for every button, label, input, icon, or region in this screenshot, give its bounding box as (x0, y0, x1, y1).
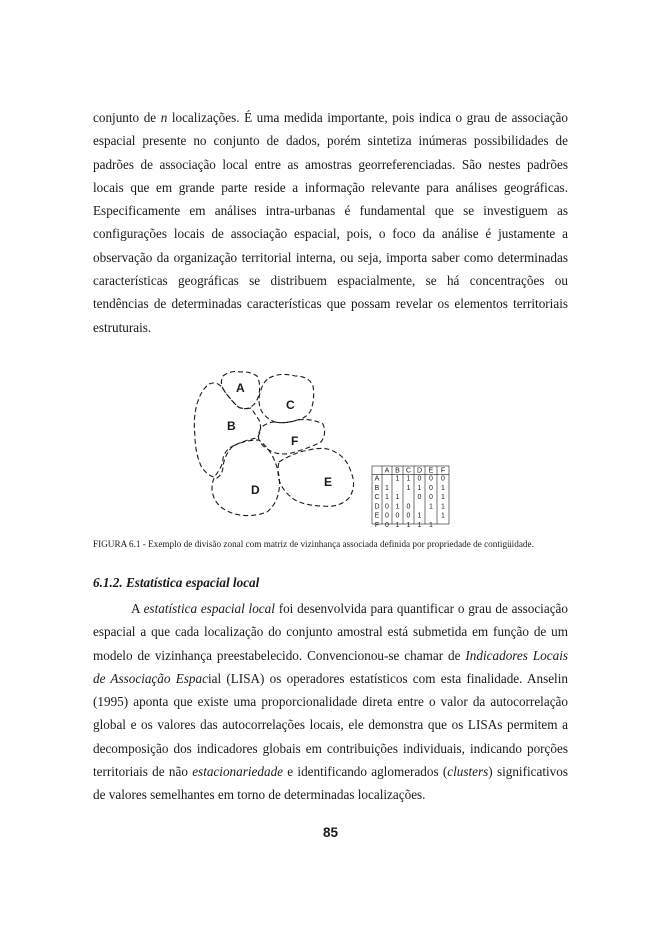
section-heading: 6.1.2. Estatística espacial local (93, 575, 260, 590)
matrix-grid (372, 466, 449, 524)
text-run: conjunto de (93, 110, 161, 125)
italic-term: Indicadores Locais de Associação Espac (93, 647, 569, 686)
matrix-cell: 1 (441, 484, 445, 492)
matrix-row-label: F (374, 522, 380, 529)
body-paragraph-2 (93, 597, 568, 807)
matrix-header-cell: C (405, 467, 412, 475)
figure-caption (93, 539, 571, 550)
matrix-cell: 1 (441, 503, 445, 511)
matrix-cell: 0 (417, 494, 422, 502)
matrix-header-cell: F (440, 467, 446, 475)
matrix-cell: 1 (406, 522, 411, 529)
matrix-cell: 1 (417, 522, 422, 529)
matrix-cell: 1 (417, 484, 422, 492)
text-run: ) significativos de valores semelhantes em torno de determinadas localizações. (93, 764, 569, 803)
matrix-cell: 1 (395, 475, 400, 483)
zone-map-and-matrix (185, 362, 465, 532)
zonal-division-figure (185, 362, 465, 532)
zone-label-a: A (236, 381, 245, 395)
text-run: foi desenvolvida para quantificar o grau de associação espacial a que cada localização do conjunto amostral está submetida em função de um modelo de vizinhança preestabelecido. Convencionou-se chamar de (93, 601, 568, 663)
matrix-cell: 0 (395, 512, 400, 520)
matrix-cell: 0 (385, 522, 389, 529)
text-run: ial (LISA) os operadores estatísticos com esta finalidade. Anselin (1995) aponta que existe uma proporcionalidade direta entre o valor da autocorrelação global e os valores das autocorrelações locais, ele demonstra que os LISAs permitem a decomposição dos indicadores globais em contribuições individuais, indicando porções territoriais de não (93, 670, 568, 780)
italic-variable: n (160, 110, 168, 125)
matrix-cell: 1 (395, 522, 400, 529)
matrix-cells (374, 468, 445, 530)
matrix-cell: 1 (406, 475, 411, 483)
matrix-cell: 0 (429, 475, 433, 483)
zone-label-e: E (324, 475, 333, 489)
italic-term: estacionariedade (192, 764, 284, 780)
neighborhood-matrix (372, 466, 449, 529)
matrix-cell: 1 (395, 494, 400, 502)
italic-term: clusters (447, 764, 489, 780)
page-number: 85 (322, 825, 339, 840)
text-run: localizações. É uma medida importante, pois indica o grau de associação espacial presente no conjunto de dados, porém sintetiza inúmeras possibilidades de padrões de associação local entre as amostras georreferenciadas. São nestes padrões locais que em grande parte reside a informação relevante para análises geográficas. Especificamente em análises intra-urbanas é fundamental que se investiguem as configurações locais de associação espacial, pois, o foco da análise é justamente a observação da organização territorial interna, ou seja, importa saber como determinadas características geográficas se distribuem espacialmente, se há concentrações ou tendências de determinadas características que possam revelar os elementos territoriais estruturais. (93, 110, 568, 335)
zone-boundaries (194, 372, 353, 516)
matrix-cell: 0 (441, 475, 445, 483)
matrix-row-label: C (374, 494, 380, 502)
matrix-cell: 1 (429, 522, 433, 529)
matrix-cell: 1 (385, 484, 389, 492)
matrix-row-label: D (374, 503, 380, 511)
matrix-row-label: E (374, 512, 380, 520)
matrix-cell: 1 (441, 494, 445, 502)
zone-label-b: B (227, 419, 236, 433)
text-run: A (131, 601, 144, 616)
matrix-row-label: A (374, 475, 380, 483)
matrix-cell: 1 (406, 484, 411, 492)
matrix-cell: 0 (406, 503, 411, 511)
matrix-cell: 0 (429, 484, 433, 492)
matrix-cell: 1 (417, 512, 422, 520)
matrix-cell: 0 (417, 475, 422, 483)
zone-label-c: C (286, 398, 295, 412)
matrix-cell: 1 (441, 512, 445, 520)
zone-label-f: F (291, 434, 299, 448)
text-run: e identificando aglomerados ( (283, 764, 448, 780)
matrix-header-cell: A (384, 467, 390, 475)
matrix-row-label: B (374, 484, 380, 492)
caption-text: FIGURA 6.1 - Exemplo de divisão zonal com matriz de vizinhança associada definida por propriedade de contigüidade. (93, 539, 534, 549)
matrix-cell: 0 (429, 494, 433, 502)
matrix-header-cell: E (428, 467, 434, 475)
body-paragraph-1 (93, 106, 568, 339)
matrix-header-cell: D (416, 467, 423, 475)
matrix-cell: 1 (395, 503, 400, 511)
matrix-cell: 0 (385, 512, 389, 520)
matrix-cell: 1 (385, 494, 389, 502)
matrix-cell: 0 (406, 512, 411, 520)
zone-label-d: D (251, 483, 260, 497)
italic-term: estatística espacial local (143, 601, 275, 616)
matrix-header-cell: B (395, 467, 400, 475)
matrix-cell: 0 (385, 503, 389, 511)
matrix-cell: 1 (429, 503, 433, 511)
